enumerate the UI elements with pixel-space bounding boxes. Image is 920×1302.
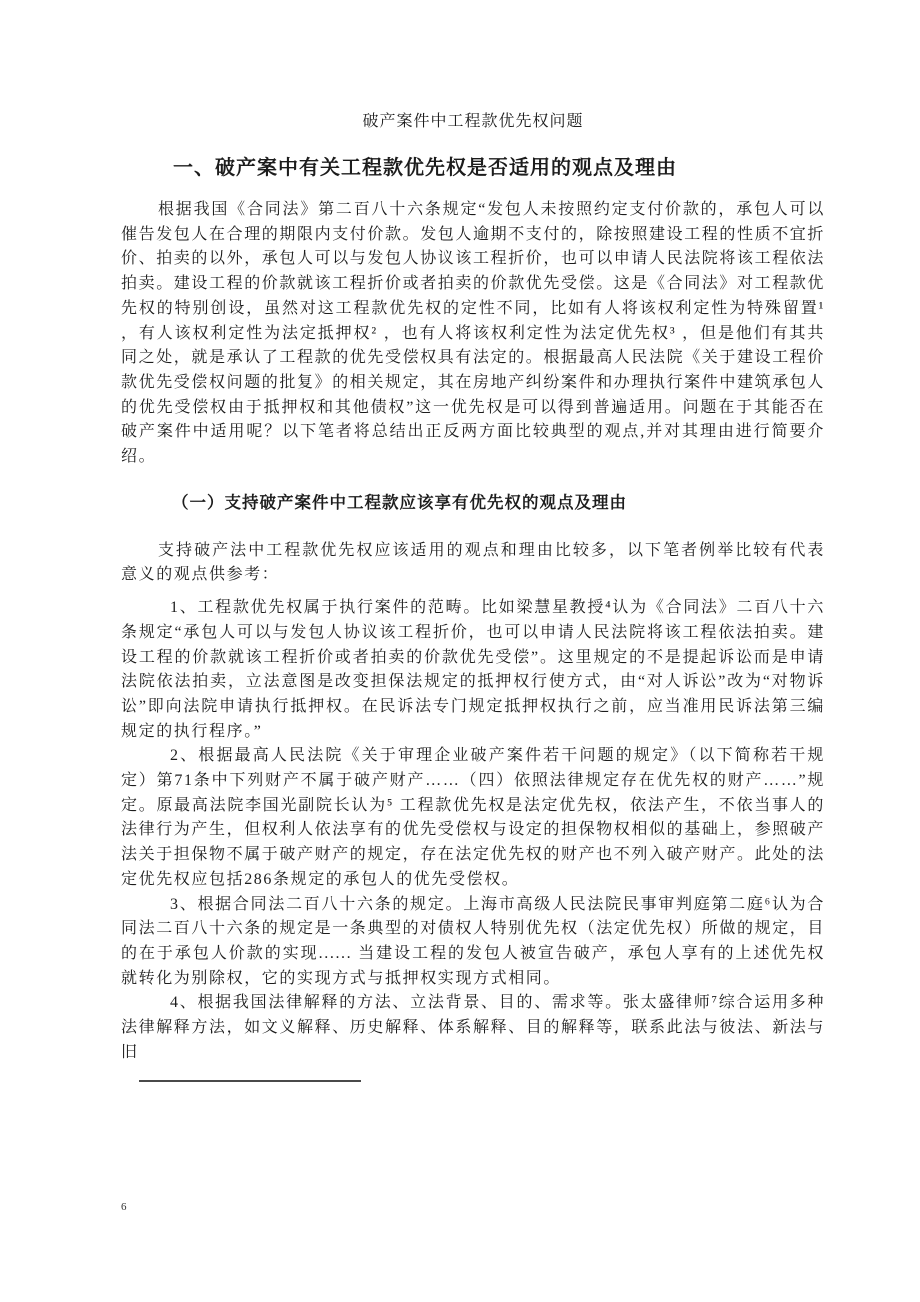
document-title: 破产案件中工程款优先权问题 — [362, 113, 584, 130]
numbered-point-1: 1、工程款优先权属于执行案件的范畴。比如梁慧星教授⁴认为《合同法》二百八十六条规定“承包人可以与发包人协议该工程折价，也可以申请人民法院将该工程依法拍卖。建设工程的价款就该工程折价或者拍卖的价款优先受偿”。这里规定的不是提起诉讼而是申请法院依法拍卖，立法意图是改变担保法规定的抵押权行使方式，由“对人诉讼”改为“对物诉讼”即向法院申请执行抵押权。在民诉法专门规定抵押权执行之前，应当准用民诉法第三编规定的执行程序。” — [121, 599, 825, 740]
footnote-separator-line — [139, 1080, 361, 1082]
chapter-heading: 一、破产案中有关工程款优先权是否适用的观点及理由 — [173, 157, 677, 179]
subsection-heading: （一）支持破产案件中工程款应该享有优先权的观点及理由 — [172, 493, 627, 512]
numbered-point-4: 4、根据我国法律解释的方法、立法背景、目的、需求等。张太盛律师⁷综合运用多种法律解释方法，如文义解释、历史解释、体系解释、目的解释等，联系此法与彼法、新法与旧 — [121, 994, 826, 1061]
page-number: 6 — [121, 1200, 127, 1213]
body-paragraph-1: 根据我国《合同法》第二百八十六条规定“发包人未按照约定支付价款的，承包人可以催告发包人在合理的期限内支付价款。发包人逾期不支付的，除按照建设工程的性质不宜折价、拍卖的以外，承包人可以与发包人协议该工程折价，也可以申请人民法院将该工程依法拍卖。建设工程的价款就该工程折价或者拍卖的价款优先受偿。这是《合同法》对工程款优先权的特别创设，虽然对这工程款优先权的定性不同，比如有人将该权利定性为特殊留置¹ ，有人该权利定性为法定抵押权² ，也有人将该权利定性为法定优先权³ ，但是他们有其共同之处，就是承认了工程款的优先受偿权具有法定的。根据最高人民法院《关于建设工程价款优先受偿权问题的批复》的相关规定，其在房地产纠纷案件和办理执行案件中建筑承包人的优先受偿权由于抵押权和其他债权”这一优先权是可以得到普遍适用。问题在于其能否在破产案件中适用呢？以下笔者将总结出正反两方面比较典型的观点,并对其理由进行简要介绍。 — [121, 201, 826, 466]
numbered-point-2: 2、根据最高人民法院《关于审理企业破产案件若干问题的规定》（以下简称若干规定）第71条中下列财产不属于破产财产……（四）依照法律规定存在优先权的财产……”规定。原最高法院李国光副院长认为⁵ 工程款优先权是法定优先权，依法产生，不依当事人的法律行为产生，但权利人依法享有的优先受偿权与设定的担保物权相似的基础上，参照破产法关于担保物不属于破产财产的规定，存在法定优先权的财产也不列入破产财产。此处的法定优先权应包括286条规定的承包人的优先受偿权。 — [121, 747, 826, 888]
section-intro-paragraph: 支持破产法中工程款优先权应该适用的观点和理由比较多，以下笔者例举比较有代表意义的观点供参考： — [121, 541, 825, 584]
numbered-point-3: 3、根据合同法二百八十六条的规定。上海市高级人民法院民事审判庭第二庭⁶认为合同法二百八十六条的规定是一条典型的对债权人特别优先权（法定优先权）所做的规定，目的在于承包人价款的实现...... 当建设工程的发包人被宣告破产，承包人享有的上述优先权就转化为别除权，它的实现方式与抵押权实现方式相同。 — [121, 895, 826, 987]
